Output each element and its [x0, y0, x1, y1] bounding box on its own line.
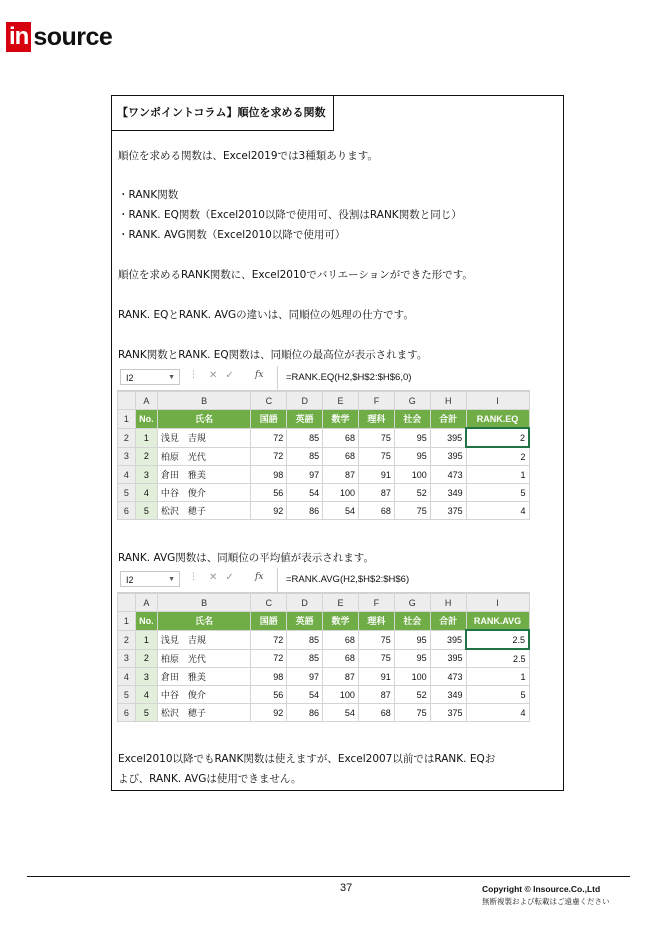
header-cell[interactable]: No. [135, 410, 157, 429]
value-cell[interactable]: 100 [323, 484, 359, 502]
chevron-down-icon[interactable]: ▼ [168, 374, 175, 381]
value-cell[interactable]: 92 [251, 502, 287, 520]
value-cell[interactable]: 97 [287, 466, 323, 484]
header-cell[interactable]: 合計 [430, 612, 466, 631]
column-letter[interactable]: I [466, 392, 529, 410]
value-cell[interactable]: 2.5 [466, 630, 529, 649]
value-cell[interactable]: 54 [323, 704, 359, 722]
value-cell[interactable]: 86 [287, 502, 323, 520]
header-cell[interactable]: 数学 [323, 612, 359, 631]
value-cell[interactable]: 68 [323, 428, 359, 447]
row-number[interactable]: 5 [118, 484, 136, 502]
excel-sheet-rank-avg [117, 568, 530, 722]
value-cell[interactable]: 2.5 [466, 649, 529, 668]
value-cell[interactable]: 5 [466, 686, 529, 704]
column-letter[interactable]: C [251, 594, 287, 612]
no-cell[interactable]: 5 [135, 704, 157, 722]
formula-bar [117, 366, 530, 391]
excel-sheet-rank-eq [117, 366, 530, 520]
value-cell[interactable]: 75 [358, 649, 394, 668]
table-row [118, 630, 530, 649]
no-cell[interactable]: 3 [135, 466, 157, 484]
intro-text: 順位を求める関数は、Excel2019では3種類あります。 [118, 150, 378, 162]
rank-avg-caption: RANK. AVG関数は、同順位の平均値が表示されます。 [118, 552, 374, 564]
row-number[interactable]: 4 [118, 668, 136, 686]
footer-divider [27, 876, 630, 877]
column-letter[interactable]: B [157, 594, 251, 612]
value-cell[interactable]: 75 [358, 630, 394, 649]
no-cell[interactable]: 2 [135, 649, 157, 668]
value-cell[interactable]: 2 [466, 428, 529, 447]
value-cell[interactable]: 72 [251, 447, 287, 466]
value-cell[interactable]: 54 [287, 686, 323, 704]
name-cell[interactable]: 倉田 雅美 [157, 466, 251, 484]
variation-text: 順位を求めるRANK関数に、Excel2010でバリエーションができた形です。 [118, 269, 473, 281]
value-cell[interactable]: 395 [430, 447, 466, 466]
list-item-rank-avg: ・RANK. AVG関数（Excel2010以降で使用可） [118, 229, 346, 241]
no-cell[interactable]: 1 [135, 428, 157, 447]
column-letter[interactable]: E [323, 392, 359, 410]
row-number[interactable]: 2 [118, 630, 136, 649]
no-cell[interactable]: 4 [135, 686, 157, 704]
header-cell[interactable]: 氏名 [157, 612, 251, 631]
column-letter[interactable]: H [430, 594, 466, 612]
no-cell[interactable]: 4 [135, 484, 157, 502]
name-cell[interactable]: 柏原 光代 [157, 447, 251, 466]
name-cell[interactable]: 中谷 俊介 [157, 686, 251, 704]
value-cell[interactable]: 85 [287, 447, 323, 466]
row-number[interactable]: 6 [118, 704, 136, 722]
column-letter[interactable]: E [323, 594, 359, 612]
value-cell[interactable]: 87 [358, 686, 394, 704]
header-cell[interactable]: 数学 [323, 410, 359, 429]
no-cell[interactable]: 5 [135, 502, 157, 520]
column-letter[interactable]: F [358, 594, 394, 612]
value-cell[interactable]: 92 [251, 704, 287, 722]
value-cell[interactable]: 395 [430, 428, 466, 447]
name-cell[interactable]: 柏原 光代 [157, 649, 251, 668]
worksheet-grid [117, 391, 530, 520]
table-row [118, 484, 530, 502]
row-number[interactable]: 6 [118, 502, 136, 520]
value-cell[interactable]: 68 [359, 502, 395, 520]
header-cell[interactable]: RANK.AVG [466, 612, 529, 631]
column-letter[interactable]: D [287, 594, 323, 612]
name-box[interactable] [120, 571, 180, 587]
header-cell[interactable]: 理科 [359, 410, 395, 429]
closing-text-1: Excel2010以降でもRANK関数は使えますが、Excel2007以前ではRANK. EQお [118, 753, 496, 765]
chevron-down-icon[interactable]: ▼ [168, 576, 175, 583]
name-box[interactable] [120, 369, 180, 385]
reproduction-notice: 無断複製および転載はご遠慮ください [482, 897, 610, 906]
name-cell[interactable]: 倉田 雅美 [157, 668, 251, 686]
copyright: Copyright © Insource.Co.,Ltd [482, 884, 601, 894]
value-cell[interactable]: 349 [430, 484, 466, 502]
column-letter[interactable]: A [135, 594, 157, 612]
row-number[interactable]: 2 [118, 428, 136, 447]
name-cell[interactable]: 浅見 吉規 [157, 630, 251, 649]
table-row [118, 649, 530, 668]
check-icon[interactable]: ✓ [225, 572, 242, 583]
column-letter[interactable]: B [157, 392, 251, 410]
value-cell[interactable]: 54 [287, 484, 323, 502]
table-row [118, 704, 530, 722]
table-row [118, 686, 530, 704]
value-cell[interactable]: 4 [466, 704, 529, 722]
column-letter[interactable]: G [394, 594, 430, 612]
formula-input[interactable]: =RANK.EQ(H2,$H$2:$H$6,0) [277, 366, 411, 390]
row-number[interactable]: 4 [118, 466, 136, 484]
value-cell[interactable]: 98 [251, 668, 287, 686]
column-header-row [118, 392, 530, 410]
value-cell[interactable]: 56 [251, 484, 287, 502]
header-cell[interactable]: 英語 [287, 612, 323, 631]
row-number[interactable]: 3 [118, 649, 136, 668]
header-cell[interactable]: 国語 [251, 612, 287, 631]
name-cell[interactable]: 松沢 穂子 [157, 704, 251, 722]
cancel-icon[interactable]: ✕ [209, 370, 226, 381]
no-cell[interactable]: 2 [135, 447, 157, 466]
name-box-value: I2 [126, 575, 134, 585]
column-letter[interactable]: D [287, 392, 323, 410]
table-row [118, 502, 530, 520]
value-cell[interactable]: 5 [466, 484, 529, 502]
value-cell[interactable]: 91 [359, 466, 395, 484]
column-letter[interactable]: A [135, 392, 157, 410]
table-row [118, 466, 530, 484]
value-cell[interactable]: 75 [359, 447, 395, 466]
worksheet-grid [117, 593, 530, 722]
value-cell[interactable]: 395 [430, 630, 466, 649]
value-cell[interactable]: 75 [359, 428, 395, 447]
separator-icon: ⋮ [189, 370, 198, 380]
column-letter[interactable]: G [394, 392, 430, 410]
row-number[interactable]: 1 [118, 612, 136, 631]
table-header-row [118, 410, 530, 429]
separator-icon: ⋮ [189, 572, 198, 582]
list-item-rank-eq: ・RANK. EQ関数（Excel2010以降で使用可、役割はRANK関数と同じ） [118, 209, 462, 221]
value-cell[interactable]: 95 [394, 428, 430, 447]
value-cell[interactable]: 72 [251, 428, 287, 447]
value-cell[interactable]: 52 [394, 686, 430, 704]
header-cell[interactable]: No. [135, 612, 157, 631]
name-cell[interactable]: 中谷 俊介 [157, 484, 251, 502]
closing-text-2: よび、RANK. AVGは使用できません。 [118, 773, 302, 785]
value-cell[interactable]: 100 [394, 466, 430, 484]
value-cell[interactable]: 1 [466, 466, 529, 484]
rank-eq-caption: RANK関数とRANK. EQ関数は、同順位の最高位が表示されます。 [118, 349, 428, 361]
formula-input[interactable]: =RANK.AVG(H2,$H$2:$H$6) [277, 568, 409, 592]
check-icon[interactable]: ✓ [225, 370, 242, 381]
value-cell[interactable]: 85 [287, 649, 323, 668]
value-cell[interactable]: 95 [394, 630, 430, 649]
value-cell[interactable]: 95 [394, 649, 430, 668]
value-cell[interactable]: 52 [394, 484, 430, 502]
list-item-rank: ・RANK関数 [118, 189, 179, 201]
header-cell[interactable]: 英語 [287, 410, 323, 429]
table-header-row [118, 612, 530, 631]
value-cell[interactable]: 87 [323, 466, 359, 484]
column-letter[interactable]: I [466, 594, 529, 612]
name-cell[interactable]: 浅見 吉規 [157, 428, 251, 447]
page-number: 37 [340, 882, 353, 894]
name-cell[interactable]: 松沢 穂子 [157, 502, 251, 520]
value-cell[interactable]: 97 [287, 668, 323, 686]
value-cell[interactable]: 72 [251, 630, 287, 649]
value-cell[interactable]: 56 [251, 686, 287, 704]
table-row [118, 428, 530, 447]
value-cell[interactable]: 86 [287, 704, 323, 722]
column-box [111, 95, 564, 791]
value-cell[interactable]: 2 [466, 447, 529, 466]
cancel-icon[interactable]: ✕ [209, 572, 226, 583]
column-letter[interactable]: F [359, 392, 395, 410]
header-cell[interactable]: 理科 [358, 612, 394, 631]
value-cell[interactable]: 75 [394, 704, 430, 722]
select-all-corner[interactable] [118, 594, 136, 612]
value-cell[interactable]: 473 [430, 466, 466, 484]
column-title: 【ワンポイントコラム】順位を求める関数 [112, 96, 334, 131]
select-all-corner[interactable] [118, 392, 136, 410]
row-number[interactable]: 1 [118, 410, 136, 429]
insource-logo [6, 22, 112, 52]
value-cell[interactable]: 375 [430, 704, 466, 722]
value-cell[interactable]: 395 [430, 649, 466, 668]
value-cell[interactable]: 68 [323, 630, 359, 649]
row-number[interactable]: 3 [118, 447, 136, 466]
value-cell[interactable]: 85 [287, 428, 323, 447]
formula-bar [117, 568, 530, 593]
value-cell[interactable]: 68 [323, 447, 359, 466]
fx-icon[interactable]: fx [255, 572, 264, 582]
fx-icon[interactable]: fx [255, 370, 264, 380]
value-cell[interactable]: 473 [430, 668, 466, 686]
value-cell[interactable]: 68 [323, 649, 359, 668]
header-cell[interactable]: 社会 [394, 410, 430, 429]
value-cell[interactable]: 87 [323, 668, 359, 686]
header-cell[interactable]: 社会 [394, 612, 430, 631]
table-row [118, 447, 530, 466]
no-cell[interactable]: 3 [135, 668, 157, 686]
value-cell[interactable]: 85 [287, 630, 323, 649]
table-row [118, 668, 530, 686]
name-box-value: I2 [126, 373, 134, 383]
value-cell[interactable]: 95 [394, 447, 430, 466]
value-cell[interactable]: 4 [466, 502, 529, 520]
row-number[interactable]: 5 [118, 686, 136, 704]
header-cell[interactable]: RANK.EQ [466, 410, 529, 429]
value-cell[interactable]: 100 [323, 686, 359, 704]
value-cell[interactable]: 98 [251, 466, 287, 484]
value-cell[interactable]: 375 [430, 502, 466, 520]
header-cell[interactable]: 合計 [430, 410, 466, 429]
logo-in: in [6, 22, 31, 52]
header-cell[interactable]: 氏名 [157, 410, 251, 429]
value-cell[interactable]: 91 [358, 668, 394, 686]
value-cell[interactable]: 72 [251, 649, 287, 668]
value-cell[interactable]: 68 [358, 704, 394, 722]
value-cell[interactable]: 75 [394, 502, 430, 520]
difference-text: RANK. EQとRANK. AVGの違いは、同順位の処理の仕方です。 [118, 309, 414, 321]
column-header-row [118, 594, 530, 612]
header-cell[interactable]: 国語 [251, 410, 287, 429]
value-cell[interactable]: 54 [323, 502, 359, 520]
column-letter[interactable]: H [430, 392, 466, 410]
value-cell[interactable]: 1 [466, 668, 529, 686]
value-cell[interactable]: 87 [359, 484, 395, 502]
value-cell[interactable]: 100 [394, 668, 430, 686]
no-cell[interactable]: 1 [135, 630, 157, 649]
logo-source: source [33, 22, 113, 51]
column-letter[interactable]: C [251, 392, 287, 410]
value-cell[interactable]: 349 [430, 686, 466, 704]
